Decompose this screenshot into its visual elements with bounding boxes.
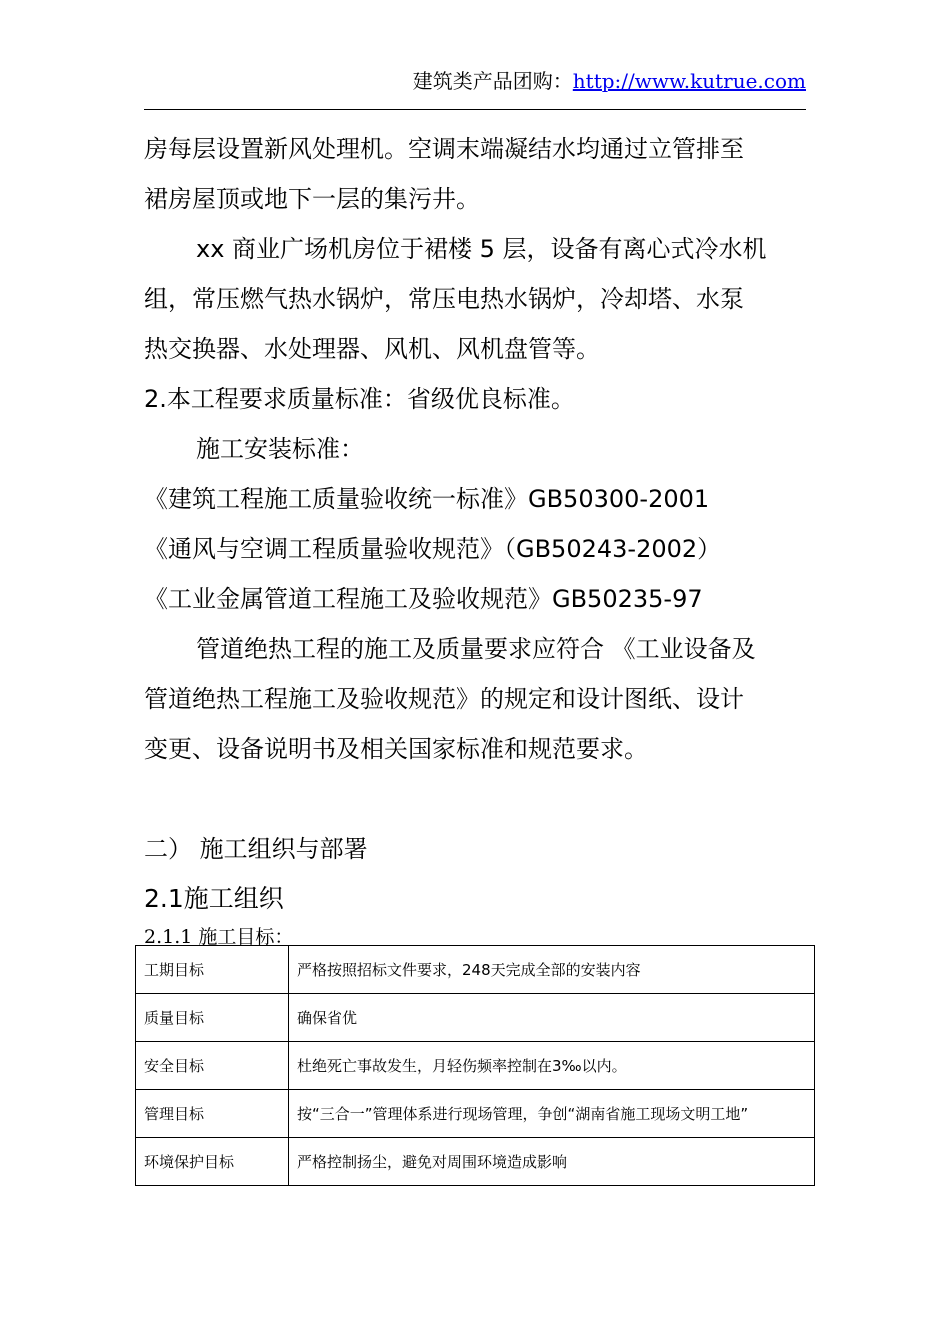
goal-label: 管理目标 [136,1090,289,1138]
subsection-title: 2.1施工组织 [144,884,284,913]
table-row [136,1042,815,1090]
goal-value: 严格按照招标文件要求，248天完成全部的安装内容 [289,946,815,994]
table-row [136,1090,815,1138]
goals-table [135,945,815,1186]
paragraph-line: 管道绝热工程施工及验收规范》的规定和设计图纸、设计 [144,685,744,713]
header-prefix: 建筑类产品团购： [412,69,573,93]
goal-value: 按“三合一”管理体系进行现场管理，争创“湖南省施工现场文明工地” [289,1090,815,1138]
table-row [136,946,815,994]
goal-label: 工期目标 [136,946,289,994]
paragraph-line: xx 商业广场机房位于裙楼 5 层，设备有离心式冷水机 [196,235,767,263]
paragraph-line: 热交换器、水处理器、风机、风机盘管等。 [144,335,600,363]
subsubsection-title: 2.1.1 施工目标： [144,926,294,948]
document-body [144,124,806,950]
goal-label: 安全目标 [136,1042,289,1090]
goal-value: 杜绝死亡事故发生，月轻伤频率控制在3‰以内。 [289,1042,815,1090]
goal-value: 严格控制扬尘，避免对周围环境造成影响 [289,1138,815,1186]
standard-line: 《工业金属管道工程施工及验收规范》GB50235-97 [144,585,703,613]
header-rule [144,109,806,110]
standard-line: 《通风与空调工程质量验收规范》（GB50243-2002） [144,535,722,563]
table-row [136,994,815,1042]
paragraph-line: 变更、设备说明书及相关国家标准和规范要求。 [144,735,648,763]
goal-label: 质量目标 [136,994,289,1042]
header-link[interactable]: http://www.kutrue.com [572,69,806,93]
paragraph-line: 2.本工程要求质量标准：省级优良标准。 [144,385,575,413]
paragraph-line: 裙房屋顶或地下一层的集污井。 [144,185,480,213]
goal-value: 确保省优 [289,994,815,1042]
paragraph-line: 施工安装标准： [196,435,364,463]
standard-line: 《建筑工程施工质量验收统一标准》GB50300-2001 [144,485,710,513]
paragraph-line: 房每层设置新风处理机。空调末端凝结水均通过立管排至 [144,135,744,163]
table-row [136,1138,815,1186]
spacer [144,774,806,824]
paragraph-line: 组，常压燃气热水锅炉，常压电热水锅炉，冷却塔、水泵 [144,285,744,313]
paragraph-line: 管道绝热工程的施工及质量要求应符合 《工业设备及 [196,635,756,663]
page-header [413,66,806,96]
goal-label: 环境保护目标 [136,1138,289,1186]
section-title: 二） 施工组织与部署 [144,835,368,863]
